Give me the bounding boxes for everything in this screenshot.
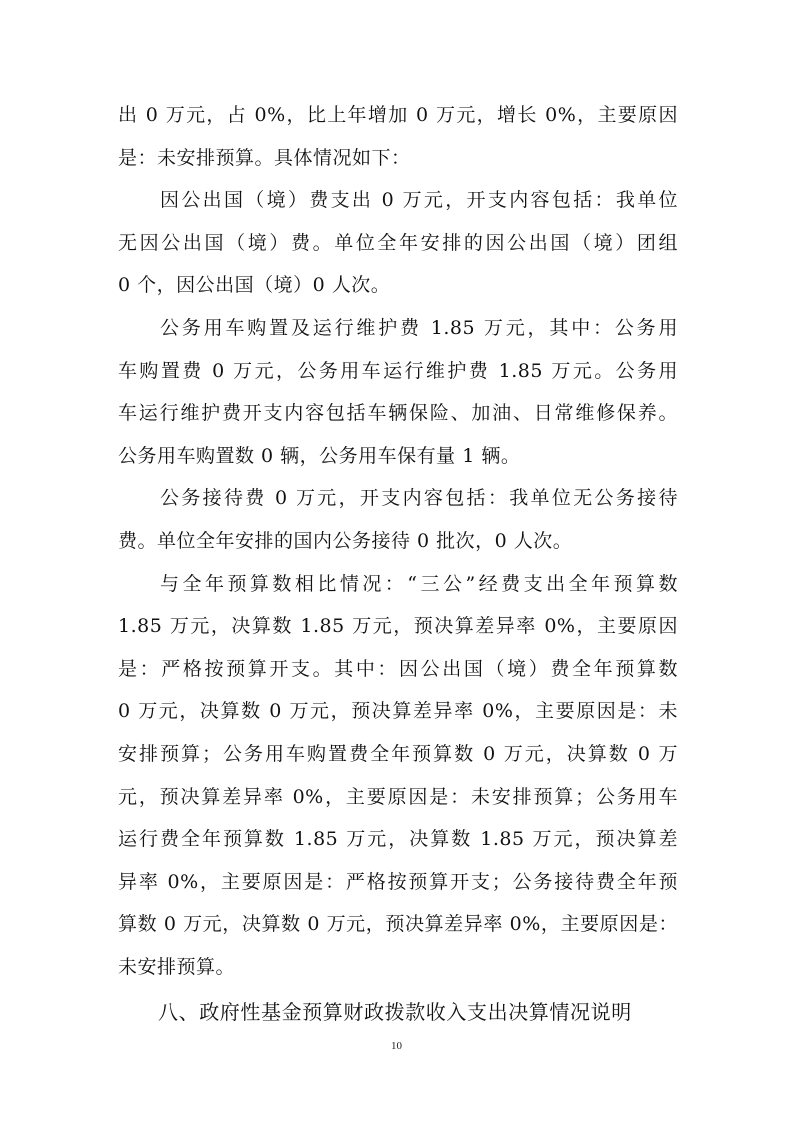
text-line: 1.85 万元，决算数 1.85 万元，预决算差异率 0%，主要原因 xyxy=(118,615,678,638)
text-line: 安排预算；公务用车购置费全年预算数 0 万元，决算数 0 万 xyxy=(118,742,678,765)
text-line: 费。单位全年安排的国内公务接待 0 批次，0 人次。 xyxy=(118,529,573,552)
text-line: 出 0 万元，占 0%，比上年增加 0 万元，增长 0%，主要原因 xyxy=(118,104,678,126)
text-line: 无因公出国（境）费。单位全年安排的因公出国（境）团组 xyxy=(118,231,678,254)
paragraph-overseas-travel xyxy=(118,179,678,307)
paragraph-continuation xyxy=(118,94,678,179)
text-line: 公务接待费 0 万元，开支内容包括：我单位无公务接待 xyxy=(160,487,678,510)
text-line: 公务用车购置数 0 辆，公务用车保有量 1 辆。 xyxy=(118,444,521,467)
text-line: 0 个，因公出国（境）0 人次。 xyxy=(118,274,391,297)
text-line: 元，预决算差异率 0%，主要原因是：未安排预算；公务用车 xyxy=(118,785,678,808)
text-line: 运行费全年预算数 1.85 万元，决算数 1.85 万元，预决算差 xyxy=(118,828,678,851)
text-line: 异率 0%，主要原因是：严格按预算开支；公务接待费全年预 xyxy=(118,870,678,893)
paragraph-official-vehicles xyxy=(118,307,678,477)
paragraph-official-reception xyxy=(118,477,678,562)
page-number: 10 xyxy=(391,1040,402,1052)
text-line: 因公出国（境）费支出 0 万元，开支内容包括：我单位 xyxy=(160,189,678,212)
text-line: 未安排预算。 xyxy=(118,955,236,978)
text-line: 公务用车购置及运行维护费 1.85 万元，其中：公务用 xyxy=(160,316,678,339)
text-line: 是：严格按预算开支。其中：因公出国（境）费全年预算数 xyxy=(118,657,678,680)
text-line: 算数 0 万元，决算数 0 万元，预决算差异率 0%，主要原因是： xyxy=(118,913,678,936)
document-body xyxy=(118,94,678,1036)
text-line: 车运行维护费开支内容包括车辆保险、加油、日常维修保养。 xyxy=(118,402,678,425)
text-line: 车购置费 0 万元，公务用车运行维护费 1.85 万元。公务用 xyxy=(118,359,678,382)
paragraph-budget-comparison xyxy=(118,563,678,989)
section-heading: 八、政府性基金预算财政拨款收入支出决算情况说明 xyxy=(158,1000,632,1025)
text-line: 0 万元，决算数 0 万元，预决算差异率 0%，主要原因是：未 xyxy=(118,700,678,723)
text-line: 是：未安排预算。具体情况如下： xyxy=(118,146,411,169)
text-line: 与全年预算数相比情况：“三公”经费支出全年预算数 xyxy=(160,572,678,595)
